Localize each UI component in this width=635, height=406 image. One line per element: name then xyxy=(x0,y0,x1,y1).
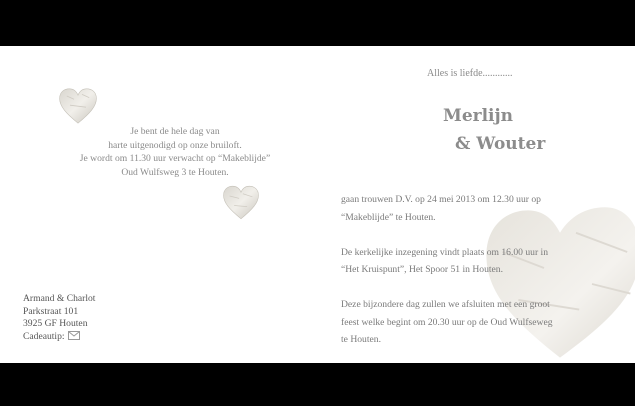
couple-name-2: & Wouter xyxy=(455,134,546,154)
address-street: Parkstraat 101 xyxy=(23,305,79,317)
details-line: gaan trouwen D.V. op 24 mei 2013 om 12.30 uur op xyxy=(341,194,541,205)
message-line: Je wordt om 11.30 uur verwacht op “Makeblijde” xyxy=(79,153,271,164)
envelope-icon[interactable] xyxy=(68,331,80,345)
address-name: Armand & Charlot xyxy=(23,293,96,304)
invitation-card xyxy=(0,46,635,363)
details-paragraph xyxy=(341,244,626,279)
details-paragraph xyxy=(341,191,626,226)
details-line: te Houten. xyxy=(341,334,381,345)
details-line: feest welke begint om 20.30 uur op de Oud Wulfseweg xyxy=(341,316,553,328)
heart-icon-top xyxy=(58,87,98,125)
invitation-message xyxy=(30,125,320,179)
message-line: harte uitgenodigd op onze bruiloft. xyxy=(108,139,242,151)
details-line: De kerkelijke inzegening vindt plaats om 16.00 uur in xyxy=(341,246,549,258)
details-paragraph xyxy=(341,296,626,349)
details-line: “Makeblijde” te Houten. xyxy=(341,211,436,223)
gift-label: Cadeautip: xyxy=(23,331,65,343)
message-line: Oud Wulfsweg 3 te Houten. xyxy=(121,166,229,178)
message-line: Je bent de hele dag van xyxy=(130,126,220,137)
details-line: “Het Kruispunt”, Het Spoor 51 in Houten. xyxy=(341,264,504,275)
sender-address xyxy=(23,293,95,345)
details-line: Deze bijzondere dag zullen we afsluiten met een groot xyxy=(341,299,550,310)
ceremony-details xyxy=(341,191,626,363)
address-city: 3925 GF Houten xyxy=(23,318,88,330)
gift-tip xyxy=(23,331,95,345)
heart-icon-bottom xyxy=(222,184,260,221)
couple-name-1: Merlijn xyxy=(443,106,514,126)
tagline: Alles is liefde............ xyxy=(427,68,513,79)
